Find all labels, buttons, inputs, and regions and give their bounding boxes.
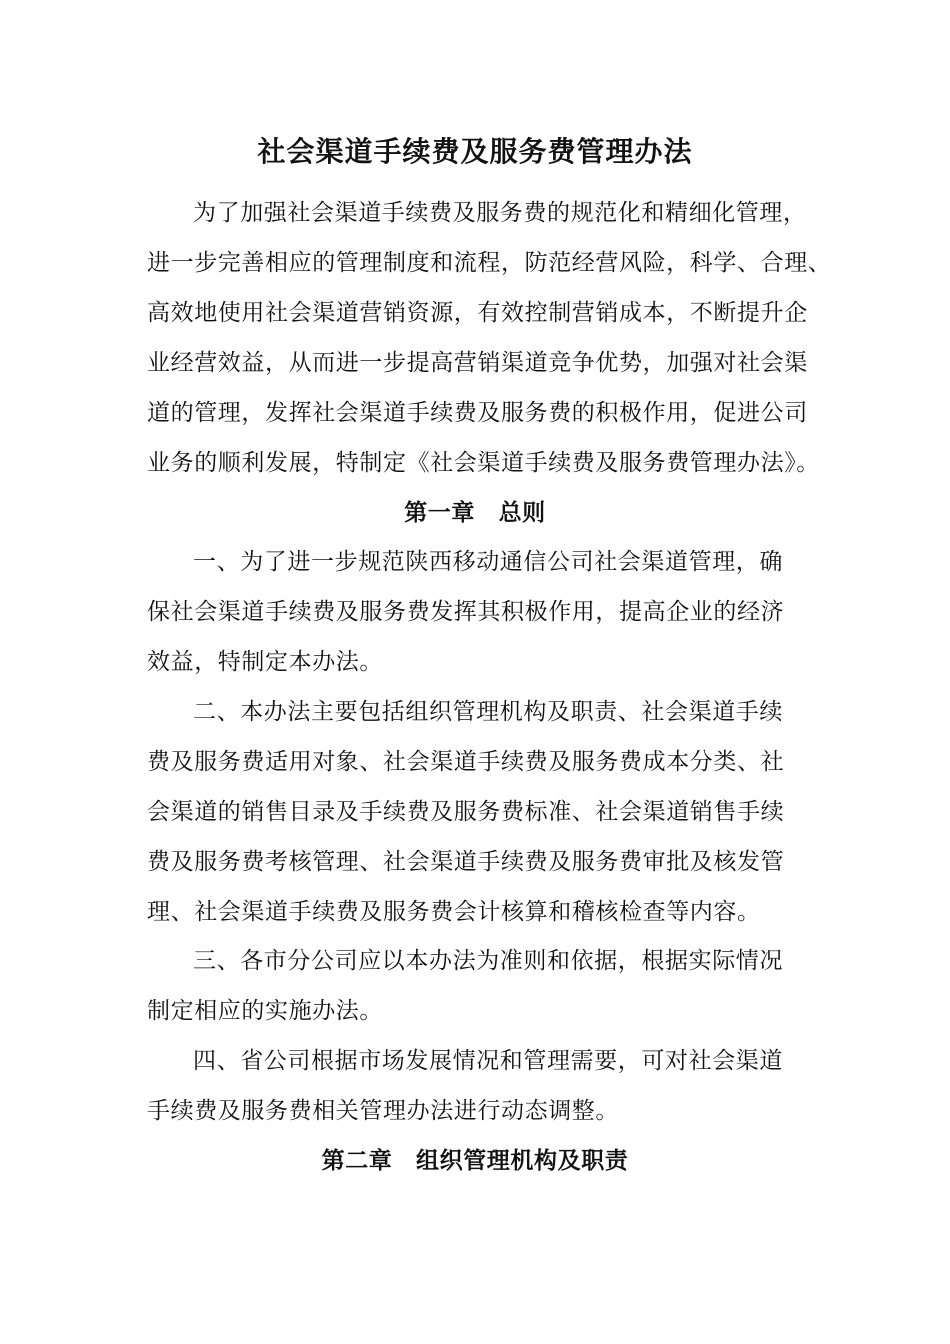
- item-1-line-1: 一、为了进一步规范陕西移动通信公司社会渠道管理，确: [193, 549, 783, 575]
- item-3-line-1: 三、各市分公司应以本办法为准则和依据，根据实际情况: [193, 948, 783, 974]
- document-title: 社会渠道手续费及服务费管理办法: [257, 135, 693, 168]
- intro-line-5: 道的管理，发挥社会渠道手续费及服务费的积极作用，促进公司: [147, 400, 808, 426]
- item-2-line-2: 费及服务费适用对象、社会渠道手续费及服务费成本分类、社: [147, 749, 785, 775]
- item-1-line-2: 保社会渠道手续费及服务费发挥其积极作用，提高企业的经济: [147, 599, 785, 625]
- item-4-line-2: 手续费及服务费相关管理办法进行动态调整。: [147, 1098, 619, 1124]
- item-2-line-1: 二、本办法主要包括组织管理机构及职责、社会渠道手续: [193, 699, 783, 725]
- intro-line-1: 为了加强社会渠道手续费及服务费的规范化和精细化管理，: [193, 200, 807, 226]
- item-3-line-2: 制定相应的实施办法。: [147, 998, 383, 1024]
- intro-line-2: 进一步完善相应的管理制度和流程，防范经营风险，科学、合理、: [147, 250, 832, 276]
- item-1-line-3: 效益，特制定本办法。: [147, 649, 383, 675]
- chapter-1-heading: 第一章 总则: [404, 499, 546, 526]
- intro-line-3: 高效地使用社会渠道营销资源，有效控制营销成本，不断提升企: [147, 300, 808, 326]
- intro-line-6: 业务的顺利发展，特制定《社会渠道手续费及服务费管理办法》。: [147, 450, 820, 476]
- item-2-line-4: 费及服务费考核管理、社会渠道手续费及服务费审批及核发管: [147, 849, 785, 875]
- item-4-line-1: 四、省公司根据市场发展情况和管理需要，可对社会渠道: [193, 1048, 783, 1074]
- intro-line-4: 业经营效益，从而进一步提高营销渠道竞争优势，加强对社会渠: [147, 350, 808, 376]
- item-2-line-3: 会渠道的销售目录及手续费及服务费标准、社会渠道销售手续: [147, 799, 785, 825]
- item-2-line-5: 理、社会渠道手续费及服务费会计核算和稽核检查等内容。: [147, 899, 761, 925]
- chapter-2-heading: 第二章 组织管理机构及职责: [321, 1147, 629, 1174]
